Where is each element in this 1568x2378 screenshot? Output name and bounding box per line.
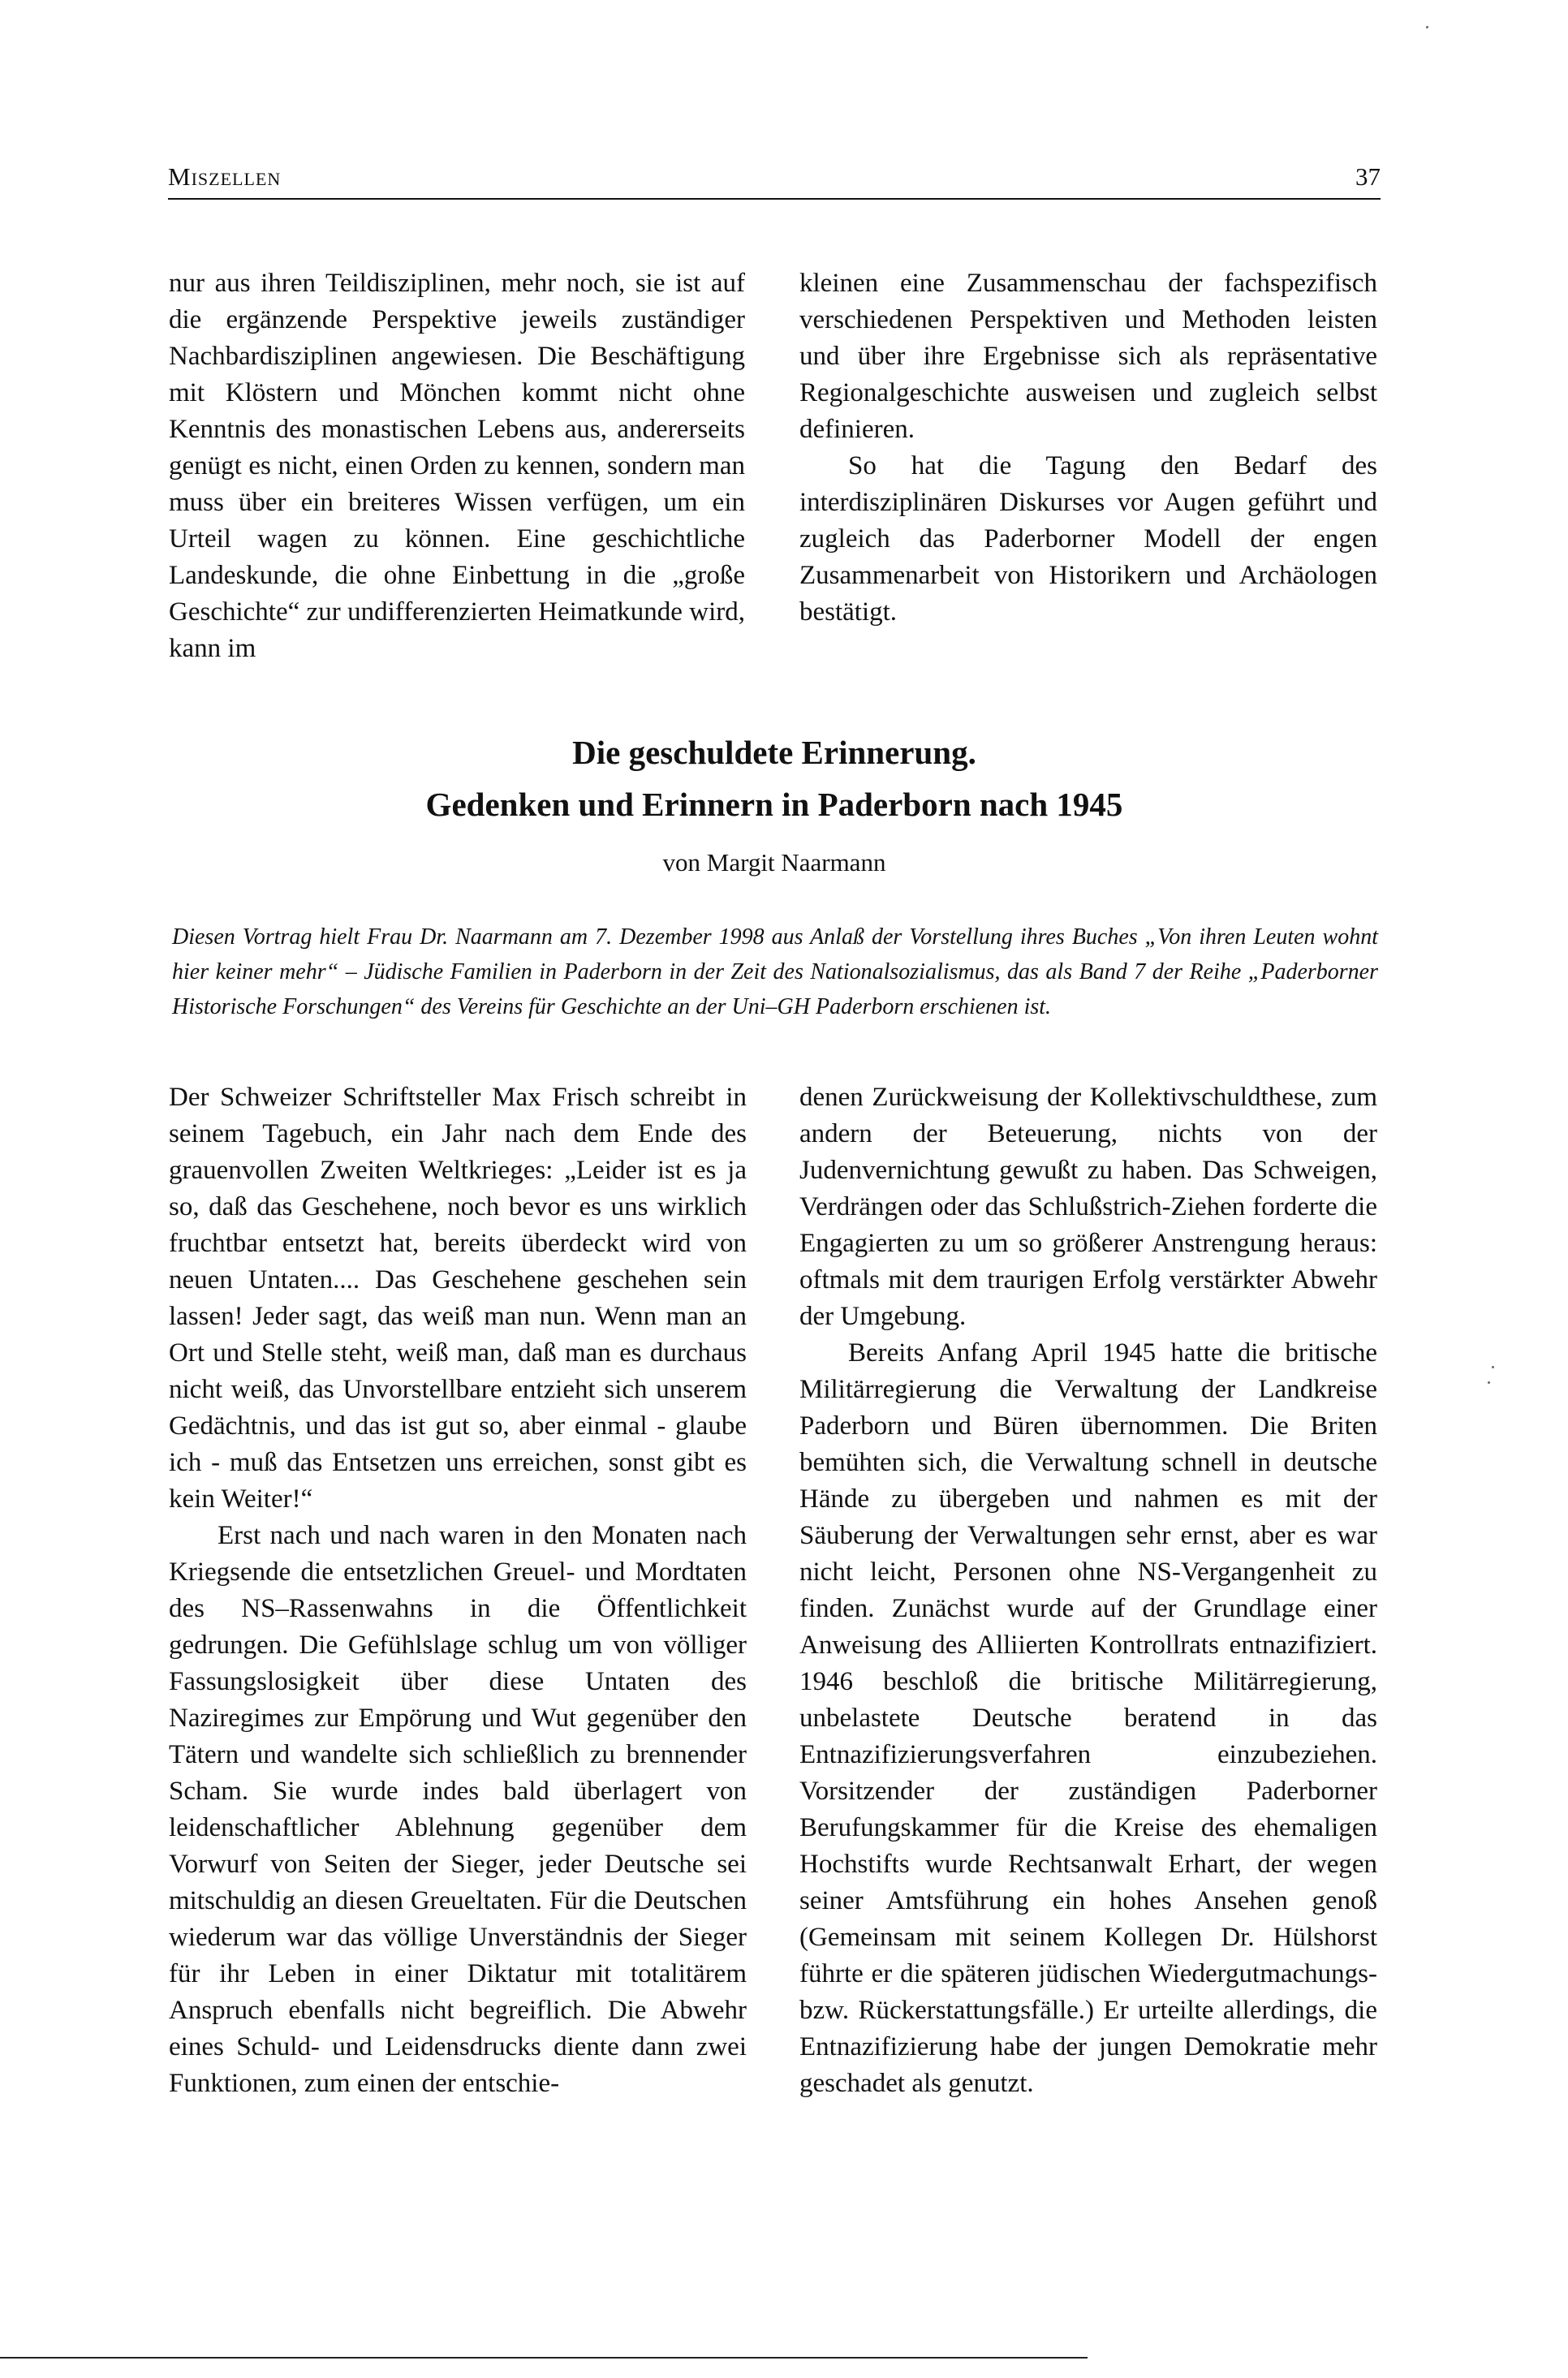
running-title: Miszellen bbox=[168, 162, 282, 191]
paragraph: kleinen eine Zusammenschau der fachspezifisch verschiedenen Perspektiven und Methoden leisten und über ihre Ergebnisse sich als repräsentative Regionalgeschichte ausweisen und zugleich selbst definieren. bbox=[799, 269, 1377, 444]
running-header bbox=[168, 159, 1381, 200]
scan-speck bbox=[1492, 1366, 1494, 1368]
header-rule bbox=[168, 198, 1381, 200]
article-subtitle: Gedenken und Erinnern in Paderborn nach 1945 bbox=[425, 786, 1123, 823]
paragraph: nur aus ihren Teildisziplinen, mehr noch, sie ist auf die ergänzende Perspektive jeweils zuständiger Nachbardisziplinen angewiesen. Die Beschäftigung mit Klöstern und Mönchen kommt nicht ohne Kenntnis des monastischen Lebens aus, andererseits genügt es nicht, einen Orden zu kennen, sondern man muss über ein breiteres Wissen verfügen, um ein Urteil wagen zu können. Eine geschichtliche Landeskunde, die ohne Einbettung in die „große Geschichte“ zur undifferenzierten Heimatkunde wird, kann im bbox=[169, 269, 745, 663]
main-left-column bbox=[169, 1079, 747, 2102]
top-right-column bbox=[799, 265, 1377, 631]
top-left-column bbox=[169, 265, 745, 667]
article-note: Diesen Vortrag hielt Frau Dr. Naarmann am 7. Dezember 1998 aus Anlaß der Vorstellung ihres Buches „Von ihren Leuten wohnt hier keiner mehr“ – Jüdische Familien in Paderborn in der Zeit des Nationalsozialismus, das als Band 7 der Reihe „Paderborner Historische Forschungen“ des Vereins für Geschichte an der Uni–GH Paderborn erschienen ist. bbox=[172, 924, 1378, 1019]
paragraph: denen Zurückweisung der Kollektivschuldthese, zum andern der Beteuerung, nichts von der Judenvernichtung gewußt zu haben. Das Schweigen, Verdrängen oder das Schlußstrich-Ziehen forderte die Engagierten zu um so größerer Anstrengung heraus: oftmals mit dem traurigen Erfolg verstärkter Abwehr der Umgebung. bbox=[799, 1083, 1377, 1331]
paragraph: So hat die Tagung den Bedarf des interdisziplinären Diskurses vor Augen geführt und zugleich das Paderborner Modell der engen Zusammenarbeit von Historikern und Archäologen bestätigt. bbox=[799, 451, 1377, 627]
paragraph: Der Schweizer Schriftsteller Max Frisch schreibt in seinem Tagebuch, ein Jahr nach dem Ende des grauenvollen Zweiten Weltkrieges: „Leider ist es ja so, daß das Geschehene, noch bevor es uns wirklich fruchtbar entsetzt hat, bereits überdeckt wird von neuen Untaten.... Das Geschehene geschehen sein lassen! Jeder sagt, das weiß man nun. Wenn man an Ort und Stelle steht, weiß man, daß man es durchaus nicht weiß, das Unvorstellbare entzieht sich unserem Gedächtnis, und das ist gut so, aber einmal - glaube ich - muß das Entsetzen uns erreichen, sonst gibt es kein Weiter!“ bbox=[169, 1083, 747, 1514]
article-author: von Margit Naarmann bbox=[662, 848, 886, 877]
scan-speck bbox=[1426, 26, 1428, 28]
scan-edge-line bbox=[0, 2357, 1088, 2359]
paragraph: Bereits Anfang April 1945 hatte die britische Militärregierung die Verwaltung der Landkreise Paderborn und Büren übernommen. Die Briten bemühten sich, die Verwaltung schnell in deutsche Hände zu übergeben und nahmen es mit der Säuberung der Verwaltungen sehr ernst, aber es war nicht leicht, Personen ohne NS-Vergangenheit zu finden. Zunächst wurde auf der Grundlage einer Anweisung des Alliierten Kontrollrats entnazifiziert. 1946 beschloß die britische Militärregierung, unbelastete Deutsche beratend in das Entnazifizierungsverfahren einzubeziehen. Vorsitzender der zuständigen Paderborner Berufungskammer für die Kreise des ehemaligen Hochstifts wurde Rechtsanwalt Erhart, der wegen seiner Amtsführung ein hohes Ansehen genoß (Gemeinsam mit seinem Kollegen Dr. Hülshorst führte er die späteren jüdischen Wiedergutmachungs- bzw. Rückerstattungsfälle.) Er urteilte allerdings, die Entnazifizierung habe der jungen Demokratie mehr geschadet als genutzt. bbox=[799, 1338, 1377, 2098]
page-number: 37 bbox=[1355, 162, 1381, 191]
paragraph: Erst nach und nach waren in den Monaten nach Kriegsende die entsetzlichen Greuel- und Mordtaten des NS–Rassenwahns in die Öffentlichkeit gedrungen. Die Gefühlslage schlug um von völliger Fassungslosigkeit über diese Untaten des Naziregimes zur Empörung und Wut gegenüber den Tätern und wandelte sich schließlich zu brennender Scham. Sie wurde indes bald überlagert von leidenschaftlicher Ablehnung gegenüber dem Vorwurf von Seiten der Sieger, jeder Deutsche sei mitschuldig an diesen Greueltaten. Für die Deutschen wiederum war das völlige Unverständnis der Sieger für ihr Leben in einer Diktatur mit totalitärem Anspruch ebenfalls nicht begreiflich. Die Abwehr eines Schuld- und Leidensdrucks diente dann zwei Funktionen, zum einen der entschie- bbox=[169, 1521, 747, 2098]
article-header bbox=[168, 726, 1381, 881]
scan-speck bbox=[1488, 1381, 1490, 1384]
article-title: Die geschuldete Erinnerung. bbox=[572, 734, 976, 771]
main-right-column bbox=[799, 1079, 1377, 2102]
